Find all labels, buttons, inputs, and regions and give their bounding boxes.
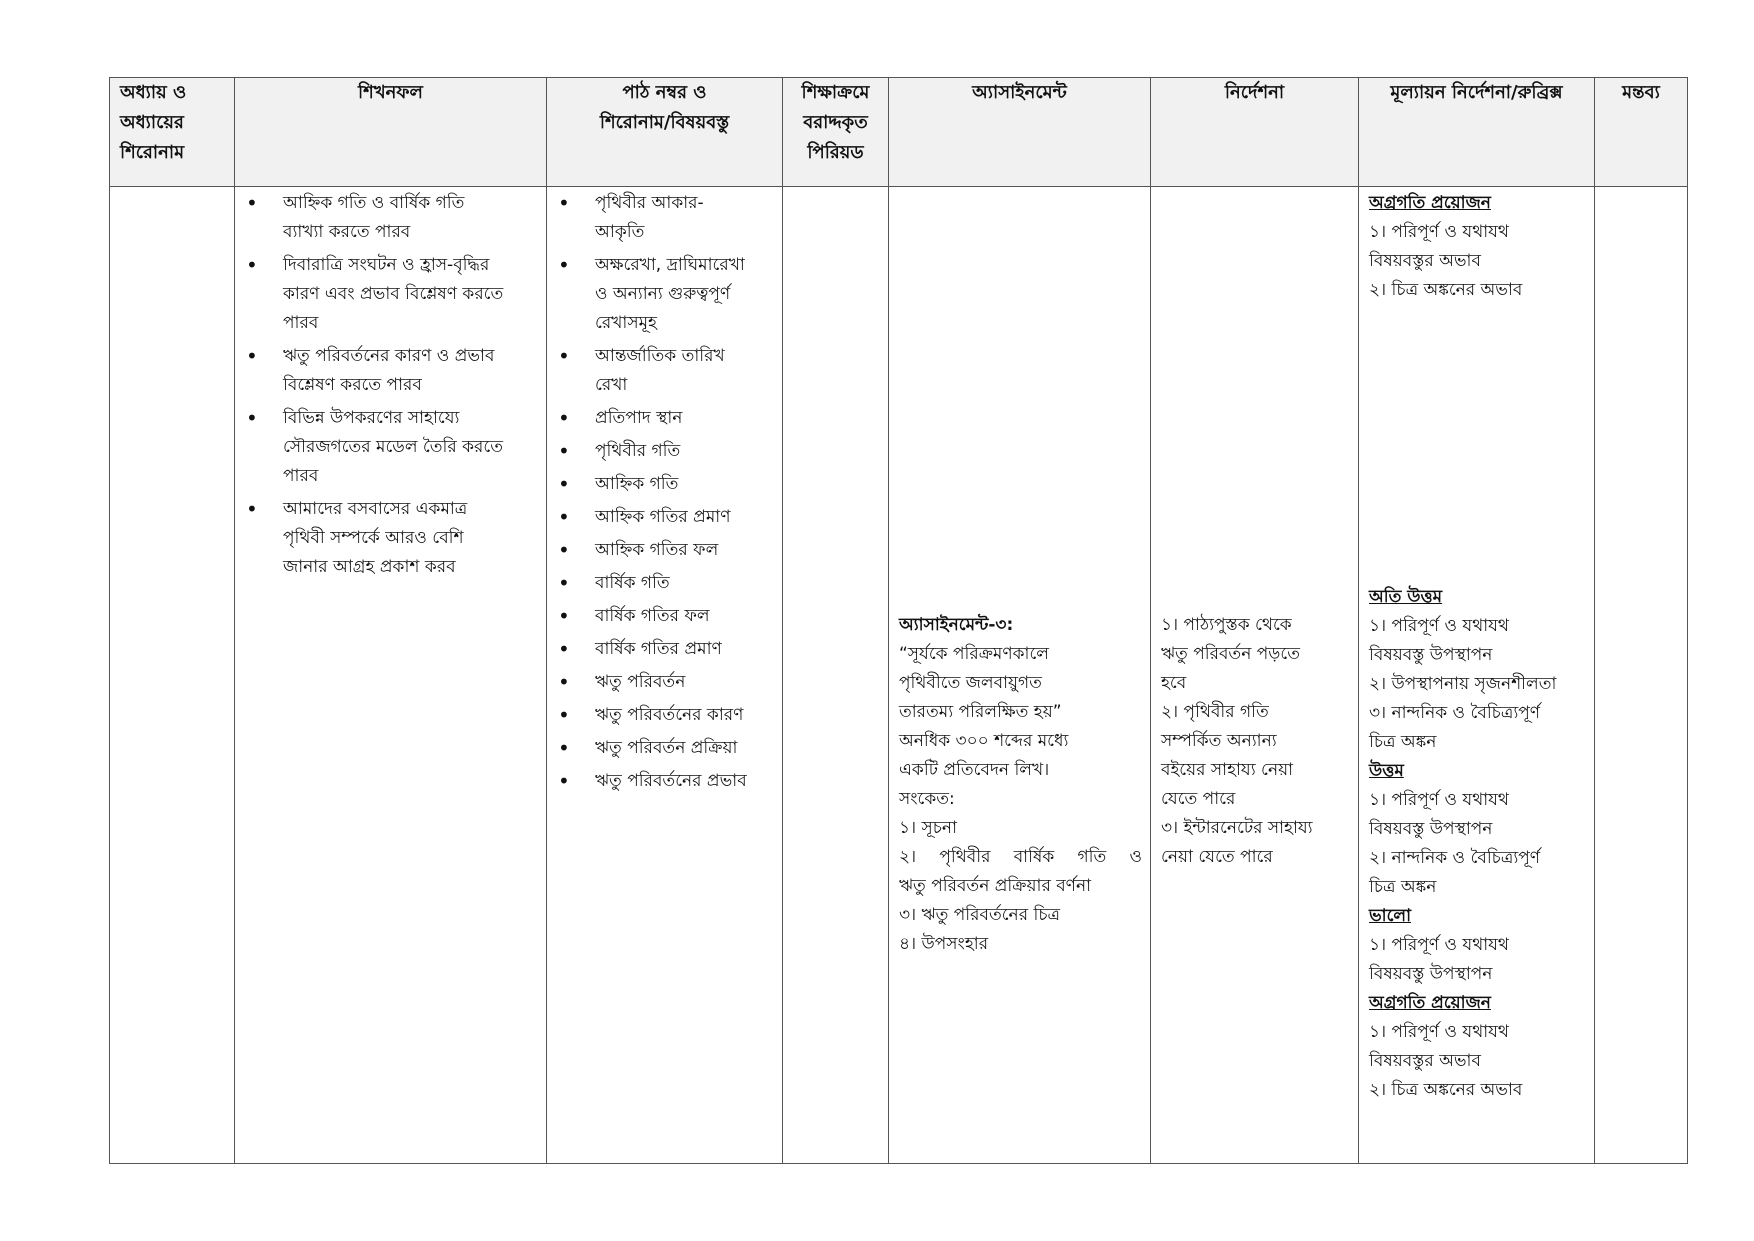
item-text-line: • বার্ষিক গতি	[595, 573, 670, 593]
assignment-line: ১। সূচনা	[899, 818, 957, 838]
rubric-grade-heading: ভালো	[1369, 906, 1412, 926]
rubric-line: ১। পরিপূর্ণ ও যথাযথ	[1369, 790, 1509, 810]
topics-cell	[547, 187, 783, 1164]
header-periods: শিক্ষাক্রমে বরাদ্দকৃত পিরিয়ড	[783, 78, 889, 187]
topic-item	[595, 404, 776, 433]
rubric-line: বিষয়বস্তু উপস্থাপন	[1369, 964, 1493, 984]
item-text-line: • আহ্নিক গতির প্রমাণ	[595, 507, 731, 527]
rubric-grade-heading: উত্তম	[1369, 761, 1404, 781]
periods-cell	[783, 187, 889, 1164]
item-text-line: • আমাদের বসবাসের একমাত্র	[283, 499, 468, 519]
instruction-line: হবে	[1161, 673, 1187, 693]
topic-item	[595, 668, 776, 697]
rubric-line: ২। চিত্র অঙ্কনের অভাব	[1369, 1080, 1523, 1100]
syllabus-table	[109, 77, 1688, 1164]
rubric-line: ১। পরিপূর্ণ ও যথাযথ	[1369, 1022, 1509, 1042]
rubric-grade-heading: অগ্রগতি প্রয়োজন	[1369, 193, 1491, 213]
topic-item	[595, 470, 776, 499]
rubric-line: বিষয়বস্তু উপস্থাপন	[1369, 819, 1493, 839]
rubric-line: বিষয়বস্তুর অভাব	[1369, 1051, 1481, 1071]
instructions-cell	[1151, 187, 1359, 1164]
outcome-item	[283, 342, 540, 400]
item-text-line: কারণ এবং প্রভাব বিশ্লেষণ করতে	[283, 284, 504, 304]
topic-item	[595, 503, 776, 532]
assignment-cell	[889, 187, 1151, 1164]
topic-item	[595, 635, 776, 664]
assignment-line: তারতম্য পরিলক্ষিত হয়”	[899, 702, 1062, 722]
item-text-line: আকৃতি	[595, 222, 645, 242]
topic-item	[595, 767, 776, 796]
header-instructions: নির্দেশনা	[1151, 78, 1359, 187]
item-text-line: • ঋতু পরিবর্তনের কারণ ও প্রভাব	[283, 346, 495, 366]
topic-item	[595, 569, 776, 598]
rubric-spacer	[1369, 305, 1588, 583]
instructions-block	[1151, 187, 1358, 872]
item-text-line: • আন্তর্জাতিক তারিখ	[595, 346, 725, 366]
assignment-line: ৩। ঋতু পরিবর্তনের চিত্র	[899, 905, 1060, 925]
item-text-line: • ঋতু পরিবর্তনের কারণ	[595, 705, 744, 725]
item-text-line: • পৃথিবীর আকার-	[595, 193, 704, 213]
item-text-line: বিশ্লেষণ করতে পারব	[283, 375, 422, 395]
rubric-block	[1359, 187, 1594, 1105]
header-outcomes: শিখনফল	[235, 78, 547, 187]
remarks-cell	[1595, 187, 1688, 1164]
rubric-cell	[1359, 187, 1595, 1164]
rubric-line: ১। পরিপূর্ণ ও যথাযথ	[1369, 222, 1509, 242]
topic-item	[595, 734, 776, 763]
topic-item	[595, 701, 776, 730]
assignment-line: সংকেত:	[899, 789, 955, 809]
instruction-line: ৩। ইন্টারনেটের সাহায্য	[1161, 818, 1313, 838]
instruction-line: যেতে পারে	[1161, 789, 1236, 809]
item-text-line: • দিবারাত্রি সংঘটন ও হ্রাস-বৃদ্ধির	[283, 255, 490, 275]
rubric-line: ২। উপস্থাপনায় সৃজনশীলতা	[1369, 674, 1557, 694]
item-text-line: • প্রতিপাদ স্থান	[595, 408, 683, 428]
header-remarks: মন্তব্য	[1595, 78, 1688, 187]
item-text-line: ব্যাখ্যা করতে পারব	[283, 222, 411, 242]
instruction-line: বইয়ের সাহায্য নেয়া	[1161, 760, 1294, 780]
header-lesson: পাঠ নম্বর ও শিরোনাম/বিষয়বস্তু	[547, 78, 783, 187]
header-assignment: অ্যাসাইনমেন্ট	[889, 78, 1151, 187]
instruction-line: নেয়া যেতে পারে	[1161, 847, 1273, 867]
header-chapter: অধ্যায় ও অধ্যায়ের শিরোনাম	[110, 78, 235, 187]
rubric-line: চিত্র অঙ্কন	[1369, 877, 1437, 897]
content-row	[110, 187, 1688, 1164]
rubric-line: বিষয়বস্তুর অভাব	[1369, 251, 1481, 271]
header-rubric: মূল্যায়ন নির্দেশনা/রুব্রিক্স	[1359, 78, 1595, 187]
item-text-line: • পৃথিবীর গতি	[595, 441, 681, 461]
assignment-line: অনধিক ৩০০ শব্দের মধ্যে	[899, 731, 1069, 751]
item-text-line: • আহ্নিক গতি ও বার্ষিক গতি	[283, 193, 465, 213]
assignment-block	[889, 187, 1150, 959]
item-text-line: • আহ্নিক গতি	[595, 474, 679, 494]
item-text-line: • ঋতু পরিবর্তনের প্রভাব	[595, 771, 747, 791]
topic-item	[595, 342, 776, 400]
instruction-line: ২। পৃথিবীর গতি	[1161, 702, 1269, 722]
item-text-line: • ঋতু পরিবর্তন প্রক্রিয়া	[595, 738, 738, 758]
item-text-line: • বার্ষিক গতির প্রমাণ	[595, 639, 722, 659]
assignment-title: অ্যাসাইনমেন্ট-৩:	[899, 615, 1014, 635]
topic-item	[595, 602, 776, 631]
outcome-item	[283, 404, 540, 491]
item-text-line: • অক্ষরেখা, দ্রাঘিমারেখা	[595, 255, 745, 275]
assignment-line: “সূর্যকে পরিক্রমণকালে	[899, 644, 1049, 664]
instruction-line: ১। পাঠ্যপুস্তক থেকে	[1161, 615, 1292, 635]
assignment-line: ঋতু পরিবর্তন প্রক্রিয়ার বর্ণনা	[899, 876, 1092, 896]
assignment-line: ২। পৃথিবীর বার্ষিক গতি ও	[899, 847, 1142, 867]
rubric-line: চিত্র অঙ্কন	[1369, 732, 1437, 752]
item-text-line: পারব	[283, 313, 319, 333]
outcome-item	[283, 495, 540, 582]
item-text-line: পারব	[283, 466, 319, 486]
rubric-grade-heading: অগ্রগতি প্রয়োজন	[1369, 993, 1491, 1013]
rubric-line: বিষয়বস্তু উপস্থাপন	[1369, 645, 1493, 665]
header-row	[110, 78, 1688, 187]
outcome-item	[283, 251, 540, 338]
item-text-line: রেখাসমূহ	[595, 313, 657, 333]
rubric-line: ৩। নান্দনিক ও বৈচিত্র্যপূর্ণ	[1369, 703, 1541, 723]
item-text-line: ও অন্যান্য গুরুত্বপূর্ণ	[595, 284, 731, 304]
assignment-line: ৪। উপসংহার	[899, 934, 989, 954]
rubric-line: ২। চিত্র অঙ্কনের অভাব	[1369, 280, 1523, 300]
outcomes-list	[235, 187, 546, 582]
outcome-item	[283, 189, 540, 247]
rubric-grade-heading: অতি উত্তম	[1369, 587, 1443, 607]
assignment-line: পৃথিবীতে জলবায়ুগত	[899, 673, 1042, 693]
item-text-line: • বার্ষিক গতির ফল	[595, 606, 710, 626]
item-text-line: • বিভিন্ন উপকরণের সাহায্যে	[283, 408, 460, 428]
topic-item	[595, 437, 776, 466]
item-text-line: রেখা	[595, 375, 628, 395]
outcomes-cell	[235, 187, 547, 1164]
assignment-line: একটি প্রতিবেদন লিখ।	[899, 760, 1050, 780]
item-text-line: জানার আগ্রহ প্রকাশ করব	[283, 557, 456, 577]
rubric-line: ১। পরিপূর্ণ ও যথাযথ	[1369, 935, 1509, 955]
topic-item	[595, 251, 776, 338]
rubric-line: ১। পরিপূর্ণ ও যথাযথ	[1369, 616, 1509, 636]
topic-item	[595, 536, 776, 565]
chapter-cell	[110, 187, 235, 1164]
instruction-line: ঋতু পরিবর্তন পড়তে	[1161, 644, 1301, 664]
item-text-line: • ঋতু পরিবর্তন	[595, 672, 686, 692]
rubric-line: ২। নান্দনিক ও বৈচিত্র্যপূর্ণ	[1369, 848, 1541, 868]
item-text-line: পৃথিবী সম্পর্কে আরও বেশি	[283, 528, 464, 548]
instruction-line: সম্পর্কিত অন্যান্য	[1161, 731, 1277, 751]
item-text-line: সৌরজগতের মডেল তৈরি করতে	[283, 437, 503, 457]
topic-item	[595, 189, 776, 247]
topics-list	[547, 187, 782, 796]
item-text-line: • আহ্নিক গতির ফল	[595, 540, 719, 560]
